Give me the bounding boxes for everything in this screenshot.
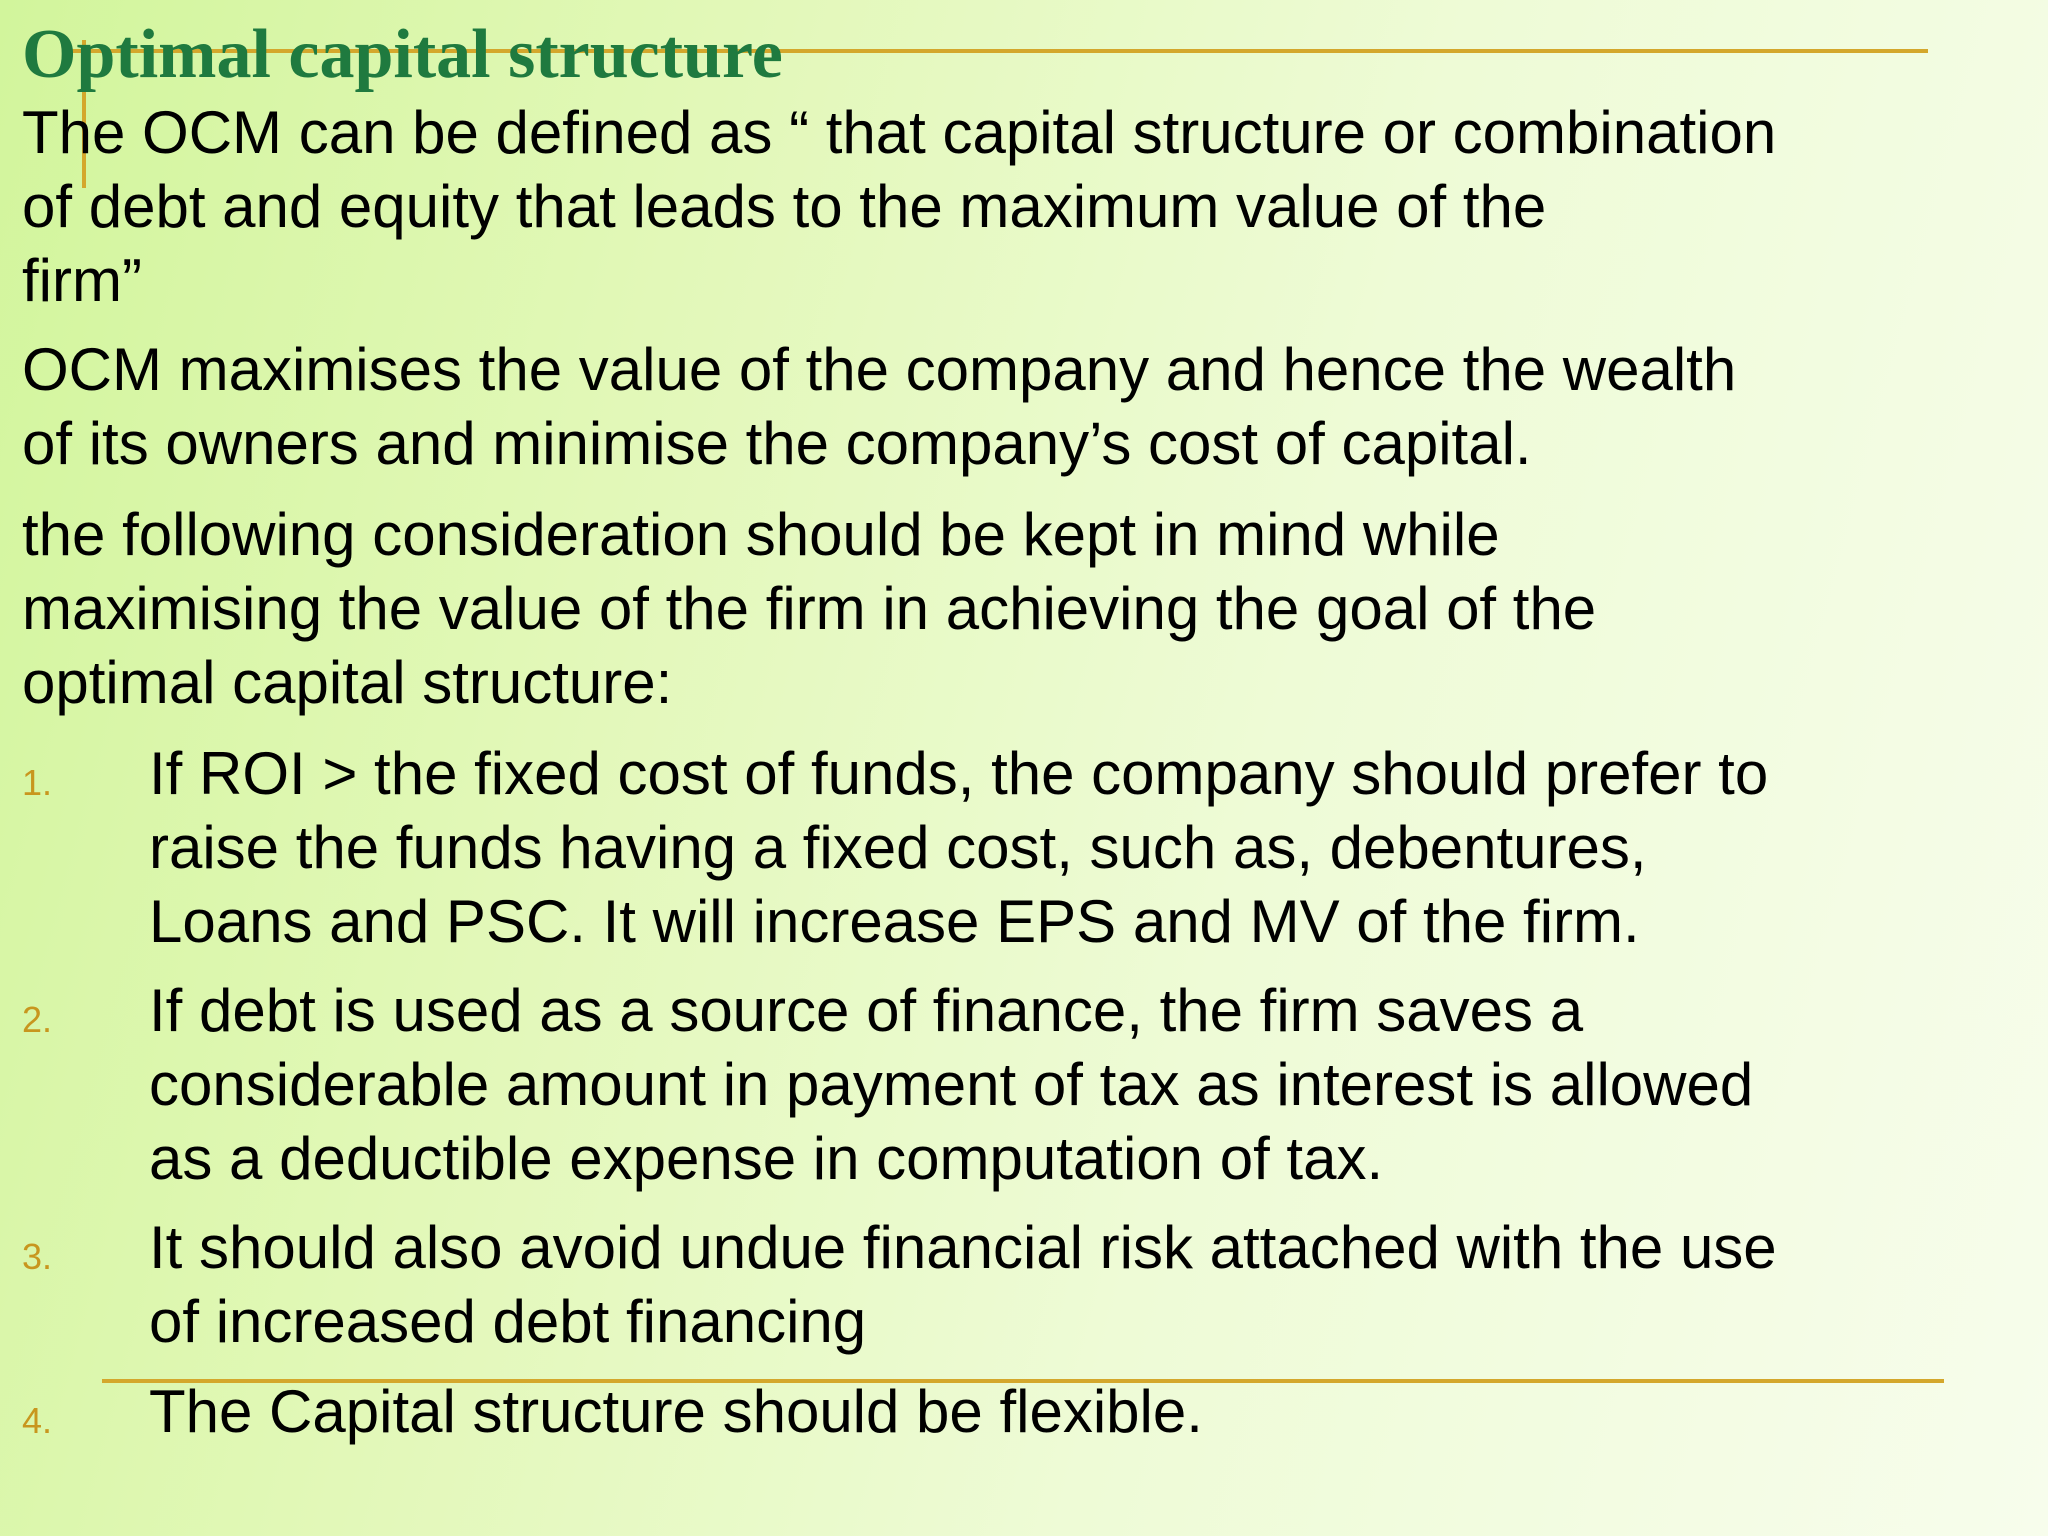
list-item-line: as a deductible expense in computation of tax. <box>149 1125 1384 1192</box>
list-item <box>149 737 1768 959</box>
list-item-line: If debt is used as a source of finance, the firm saves a <box>149 977 1584 1044</box>
list-item-line: considerable amount in payment of tax as interest is allowed <box>149 1051 1754 1118</box>
list-item <box>149 1375 1203 1449</box>
paragraph-line: of its owners and minimise the company’s cost of capital. <box>22 410 1532 477</box>
paragraph-line: optimal capital structure: <box>22 649 673 716</box>
list-item <box>149 974 1753 1196</box>
list-number: 3. <box>22 1236 53 1277</box>
paragraph-line: maximising the value of the firm in achieving the goal of the <box>22 575 1597 642</box>
slide-title: Optimal capital structure <box>22 16 783 93</box>
list-item-line: The Capital structure should be flexible. <box>149 1378 1203 1445</box>
list-item-line: If ROI > the fixed cost of funds, the company should prefer to <box>149 740 1769 807</box>
considerations-paragraph <box>22 498 1596 720</box>
list-item-line: raise the funds having a fixed cost, such as, debentures, <box>149 814 1647 881</box>
ocm-paragraph <box>22 333 1736 481</box>
paragraph-line: the following consideration should be kept in mind while <box>22 501 1500 568</box>
list-number: 2. <box>22 999 53 1040</box>
paragraph-line: of debt and equity that leads to the maximum value of the <box>22 173 1547 240</box>
definition-paragraph <box>22 96 1776 318</box>
list-item-line: of increased debt financing <box>149 1288 867 1355</box>
paragraph-line: The OCM can be defined as “ that capital structure or combination <box>22 99 1777 166</box>
list-item-line: It should also avoid undue financial risk attached with the use <box>149 1214 1777 1281</box>
paragraph-line: firm” <box>22 247 142 314</box>
list-item-line: Loans and PSC. It will increase EPS and MV of the firm. <box>149 888 1640 955</box>
list-number: 1. <box>22 762 53 803</box>
list-number: 4. <box>22 1400 53 1441</box>
paragraph-line: OCM maximises the value of the company and hence the wealth <box>22 336 1737 403</box>
list-item <box>149 1211 1777 1359</box>
